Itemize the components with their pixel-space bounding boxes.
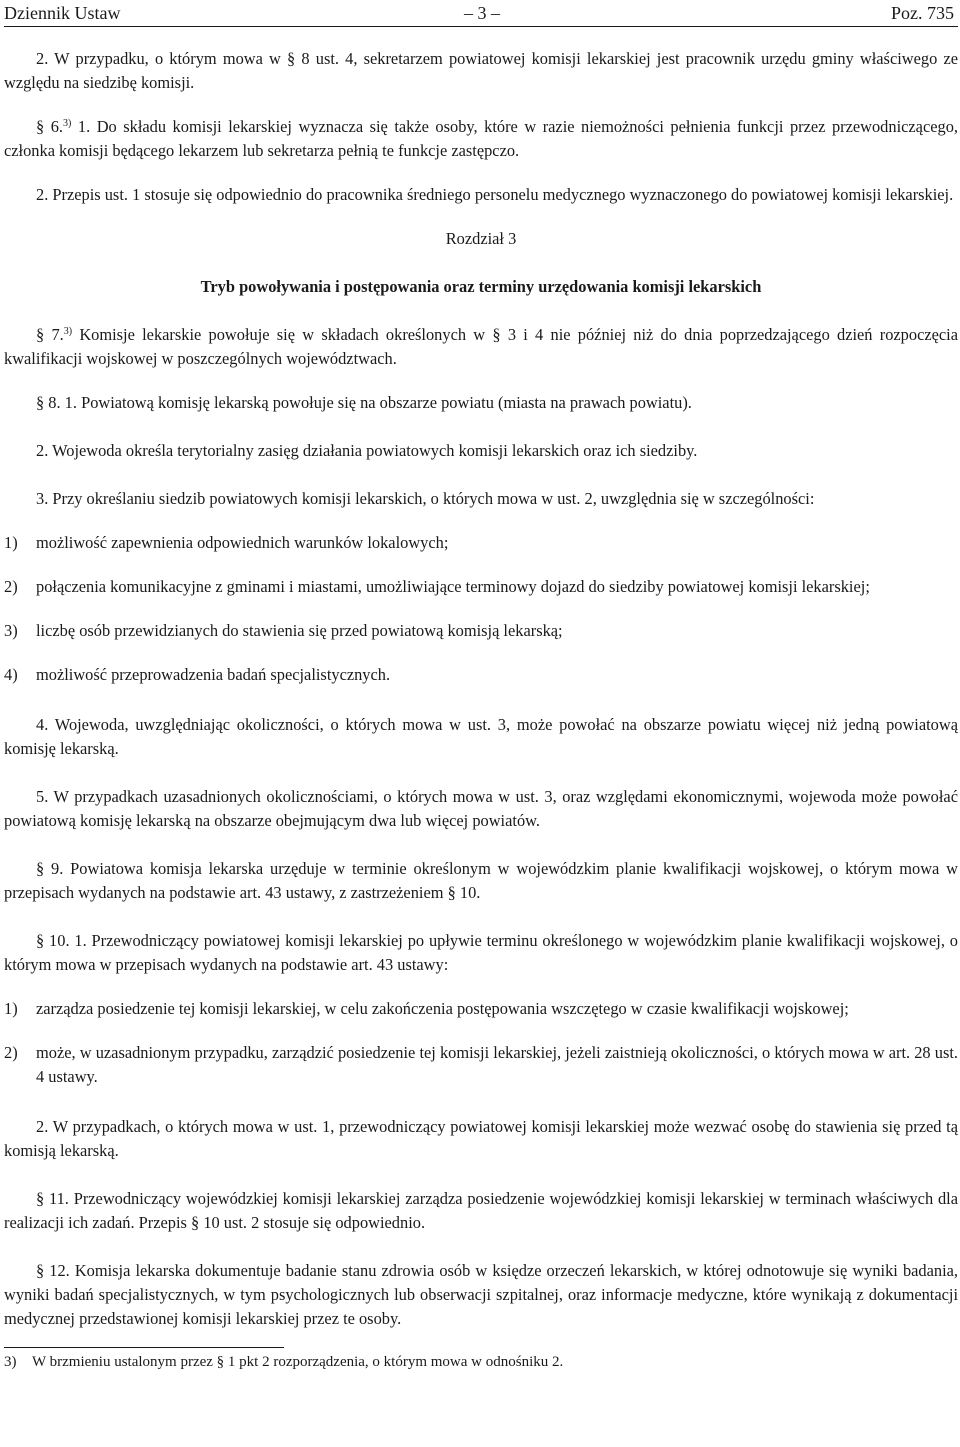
paragraph-s12: § 12. Komisja lekarska dokumentuje badanie stanu zdrowia osób w księdze orzeczeń lekarskich, w której odnotowuje się wyniki badania, wyniki badań specjalistycznych, w tym psychologicznych lub obserwacji szpitalnej, oraz informacje medyczne, które wynikają z dokumentacji medycznej przedstawionej komisji lekarskiej przez te osoby. [4, 1261, 958, 1328]
paragraph-text: Komisje lekarskie powołuje się w składach określonych w § 3 i 4 nie później niż do dnia poprzedzającego dzień rozpoczęcia kwalifikacji wojskowej w poszczególnych województwach. [4, 325, 958, 368]
list-text: połączenia komunikacyjne z gminami i miastami, umożliwiające terminowy dojazd do siedziby powiatowej komisji lekarskiej; [36, 577, 870, 596]
paragraph-s10-2: 2. W przypadkach, o których mowa w ust. 1, przewodniczący powiatowej komisji lekarskiej może wezwać osobę do stawienia się przed tą komisją lekarską. [4, 1117, 958, 1160]
chapter-title: Tryb powoływania i postępowania oraz terminy urzędowania komisji lekarskich [200, 277, 762, 296]
list-text: możliwość przeprowadzenia badań specjalistycznych. [36, 665, 391, 684]
chapter-heading: Rozdział 3 [445, 229, 517, 248]
list-number: 1) [4, 533, 18, 552]
list-text: możliwość zapewnienia odpowiednich warunków lokalowych; [36, 533, 449, 552]
paragraph-s8-3: 3. Przy określaniu siedzib powiatowych komisji lekarskich, o których mowa w ust. 2, uwzględnia się w szczególności: [36, 489, 815, 508]
list-item [4, 619, 958, 643]
footnote-separator [4, 1347, 284, 1348]
footnote [4, 1352, 958, 1372]
list-text: liczbę osób przewidzianych do stawienia się przed powiatową komisją lekarską; [36, 621, 563, 640]
position-number: Poz. 735 [891, 3, 954, 23]
footnote-ref: 3) [63, 326, 73, 337]
footnote-ref: 3) [63, 118, 72, 129]
paragraph-s10-1: § 10. 1. Przewodniczący powiatowej komisji lekarskiej po upływie terminu określonego w wojewódzkim planie kwalifikacji wojskowej, o którym mowa w przepisach wydanych na podstawie art. 43 ustawy: [4, 931, 958, 974]
list-number: 2) [4, 1043, 18, 1062]
section-number: § 6. [36, 117, 64, 136]
page-number: – 3 – [464, 3, 500, 23]
paragraph-s8-1: § 8. 1. Powiatową komisję lekarską powołuje się na obszarze powiatu (miasta na prawach powiatu). [36, 393, 692, 412]
list-item [4, 663, 958, 687]
list-item [4, 997, 958, 1021]
paragraph-text: 1. Do składu komisji lekarskiej wyznacza się także osoby, które w razie niemożności pełnienia funkcji przez przewodniczącego, członka komisji będącego lekarzem lub sekretarza pełnią te funkcje zastępczo. [4, 117, 958, 160]
paragraph-s11: § 11. Przewodniczący wojewódzkiej komisji lekarskiej zarządza posiedzenie wojewódzkiej komisji lekarskiej w terminach właściwych dla realizacji ich zadań. Przepis § 10 ust. 2 stosuje się odpowiednio. [4, 1189, 958, 1232]
footnote-number: 3) [4, 1354, 17, 1370]
paragraph-s9: § 9. Powiatowa komisja lekarska urzęduje w terminie określonym w wojewódzkim planie kwalifikacji wojskowej, o którym mowa w przepisach wydanych na podstawie art. 43 ustawy, z zastrzeżeniem § 10. [4, 859, 958, 902]
list-text: zarządza posiedzenie tej komisji lekarskiej, w celu zakończenia postępowania wszczętego w czasie kwalifikacji wojskowej; [36, 999, 849, 1018]
page-header [4, 0, 958, 27]
paragraph-s8-4: 4. Wojewoda, uwzględniając okoliczności, o których mowa w ust. 3, może powołać na obszarze powiatu więcej niż jedną powiatową komisję lekarską. [4, 715, 958, 758]
footnote-text: W brzmieniu ustalonym przez § 1 pkt 2 rozporządzenia, o którym mowa w odnośniku 2. [32, 1354, 564, 1370]
list-item [4, 531, 958, 555]
list-number: 1) [4, 999, 18, 1018]
list-number: 3) [4, 621, 18, 640]
journal-title: Dziennik Ustaw [4, 3, 121, 23]
paragraph-s6-2: 2. Przepis ust. 1 stosuje się odpowiednio do pracownika średniego personelu medycznego wyznaczonego do powiatowej komisji lekarskiej. [36, 185, 954, 204]
list-item [4, 1041, 958, 1089]
list-text: może, w uzasadnionym przypadku, zarządzić posiedzenie tej komisji lekarskiej, jeżeli zaistnieją okoliczności, o których mowa w art. 28 ust. 4 ustawy. [36, 1043, 958, 1086]
section-number: § 7. [36, 325, 64, 344]
list-number: 2) [4, 577, 18, 596]
paragraph-s8-2: 2. W przypadku, o którym mowa w § 8 ust. 4, sekretarzem powiatowej komisji lekarskiej jest pracownik urzędu gminy właściwego ze względu na siedzibę komisji. [4, 49, 958, 92]
paragraph-s8-5: 5. W przypadkach uzasadnionych okolicznościami, o których mowa w ust. 3, oraz względami ekonomicznymi, wojewoda może powołać powiatową komisję lekarską na obszarze obejmującym dwa lub więcej powiatów. [4, 787, 958, 830]
list-item [4, 575, 958, 599]
paragraph-s6-1 [4, 115, 958, 163]
list-number: 4) [4, 665, 18, 684]
paragraph-s8-2b: 2. Wojewoda określa terytorialny zasięg działania powiatowych komisji lekarskich oraz ich siedziby. [36, 441, 698, 460]
paragraph-s7 [4, 323, 958, 371]
